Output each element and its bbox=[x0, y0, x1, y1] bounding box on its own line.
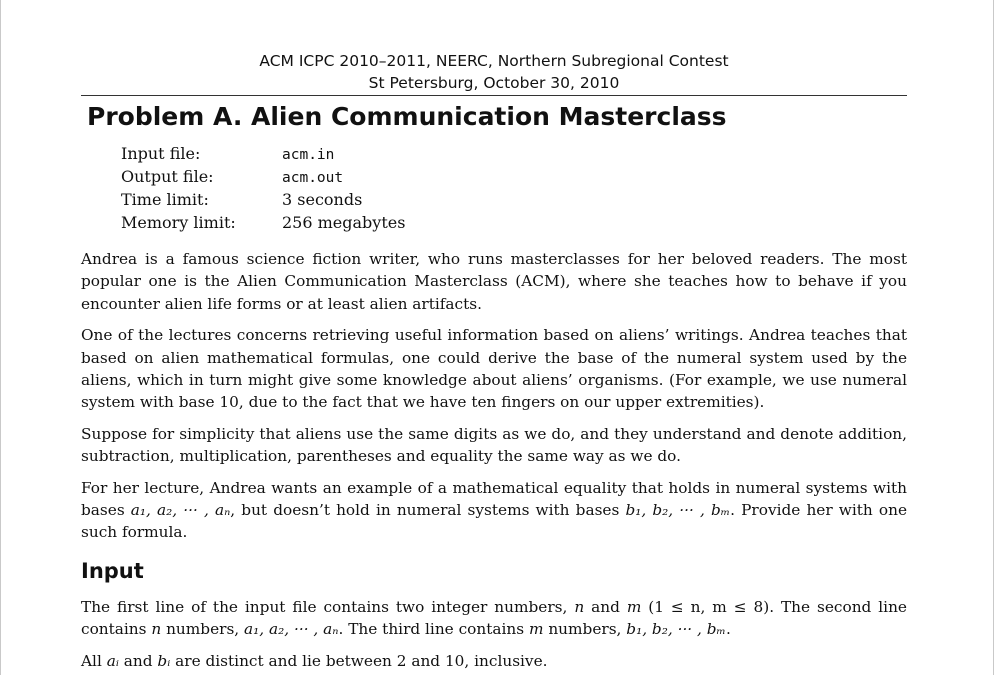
statement-paragraph-3: Suppose for simplicity that aliens use the same digits as we do, and they understand and denote addition, subtraction, multiplication, parentheses and equality the same way as we do. bbox=[81, 424, 907, 466]
input-paragraph-2 bbox=[81, 650, 907, 672]
math-bi: bᵢ bbox=[157, 651, 171, 670]
input-heading: Input bbox=[81, 558, 144, 583]
text-run: For her lecture, Andrea wants an example of a mathematical equality that holds in numeral systems with bases bbox=[81, 478, 907, 520]
limit-label: Output file: bbox=[121, 167, 214, 186]
statement-paragraph-4 bbox=[81, 477, 907, 544]
limit-row-time bbox=[121, 188, 405, 211]
contest-location-date: St Petersburg, October 30, 2010 bbox=[368, 74, 620, 92]
contest-name: ACM ICPC 2010–2011, NEERC, Northern Subregional Contest bbox=[259, 52, 729, 70]
text-run: . The third line contains bbox=[338, 620, 529, 639]
limit-row-memory bbox=[121, 211, 405, 234]
text-run: . bbox=[725, 620, 731, 639]
limit-value: 256 megabytes bbox=[282, 213, 406, 232]
text-run: . Provide her with one such formula. bbox=[81, 501, 908, 542]
statement-paragraph-1: Andrea is a famous science fiction writer, who runs masterclasses for her beloved readers. The most popular one is the Alien Communication Masterclass (ACM), where she teaches how to behave if you encounter alien life forms or at least alien artifacts. bbox=[81, 250, 907, 313]
text-run: numbers, bbox=[543, 620, 627, 639]
limit-row-input-file bbox=[121, 142, 405, 165]
text-run: All bbox=[81, 651, 107, 670]
limit-row-output-file bbox=[121, 165, 405, 188]
statement-paragraph-2: One of the lectures concerns retrieving useful information based on aliens’ writings. Andrea teaches that based on alien mathematical formulas, one could derive the base of the numeral system used by the aliens, which in turn might give some knowledge about aliens’ organisms. (For example, we use numeral system with base 10, due to the fact that we have ten fingers on our upper extremities). bbox=[81, 326, 907, 412]
math-n: n bbox=[151, 620, 162, 639]
text-run: numbers, bbox=[161, 620, 245, 639]
page-header bbox=[81, 50, 907, 94]
text-run: , but doesn’t hold in numeral systems with bases bbox=[230, 501, 626, 520]
math-a-list: a₁, a₂, ··· , aₙ bbox=[130, 501, 231, 520]
text-run: and bbox=[584, 597, 627, 616]
math-b-list: b₁, b₂, ··· , bₘ bbox=[625, 501, 731, 520]
math-a-list: a₁, a₂, ··· , aₙ bbox=[244, 620, 339, 639]
math-m: m bbox=[626, 597, 642, 616]
problem-statement bbox=[81, 248, 907, 681]
limit-value: acm.out bbox=[282, 170, 344, 186]
limit-value: acm.in bbox=[282, 147, 335, 163]
text-run: are distinct and lie between 2 and 10, inclusive. bbox=[170, 651, 548, 670]
header-rule bbox=[81, 95, 907, 96]
problem-title: Problem A. Alien Communication Masterclass bbox=[87, 102, 727, 131]
text-run: and bbox=[118, 651, 158, 670]
text-run: The first line of the input file contains two integer numbers, bbox=[81, 597, 575, 616]
limit-label: Memory limit: bbox=[121, 213, 236, 232]
math-m: m bbox=[528, 620, 544, 639]
limit-label: Time limit: bbox=[121, 190, 209, 209]
math-b-list: b₁, b₂, ··· , bₘ bbox=[626, 620, 726, 639]
limit-label: Input file: bbox=[121, 144, 201, 163]
math-n: n bbox=[574, 597, 585, 616]
math-ai: aᵢ bbox=[106, 651, 119, 670]
problem-limits bbox=[121, 142, 405, 234]
math-range: (1 ≤ n, m ≤ 8) bbox=[641, 597, 770, 616]
text-run: . The second line contains bbox=[81, 597, 907, 639]
limit-value: 3 seconds bbox=[282, 190, 363, 209]
input-paragraph-1 bbox=[81, 596, 907, 641]
